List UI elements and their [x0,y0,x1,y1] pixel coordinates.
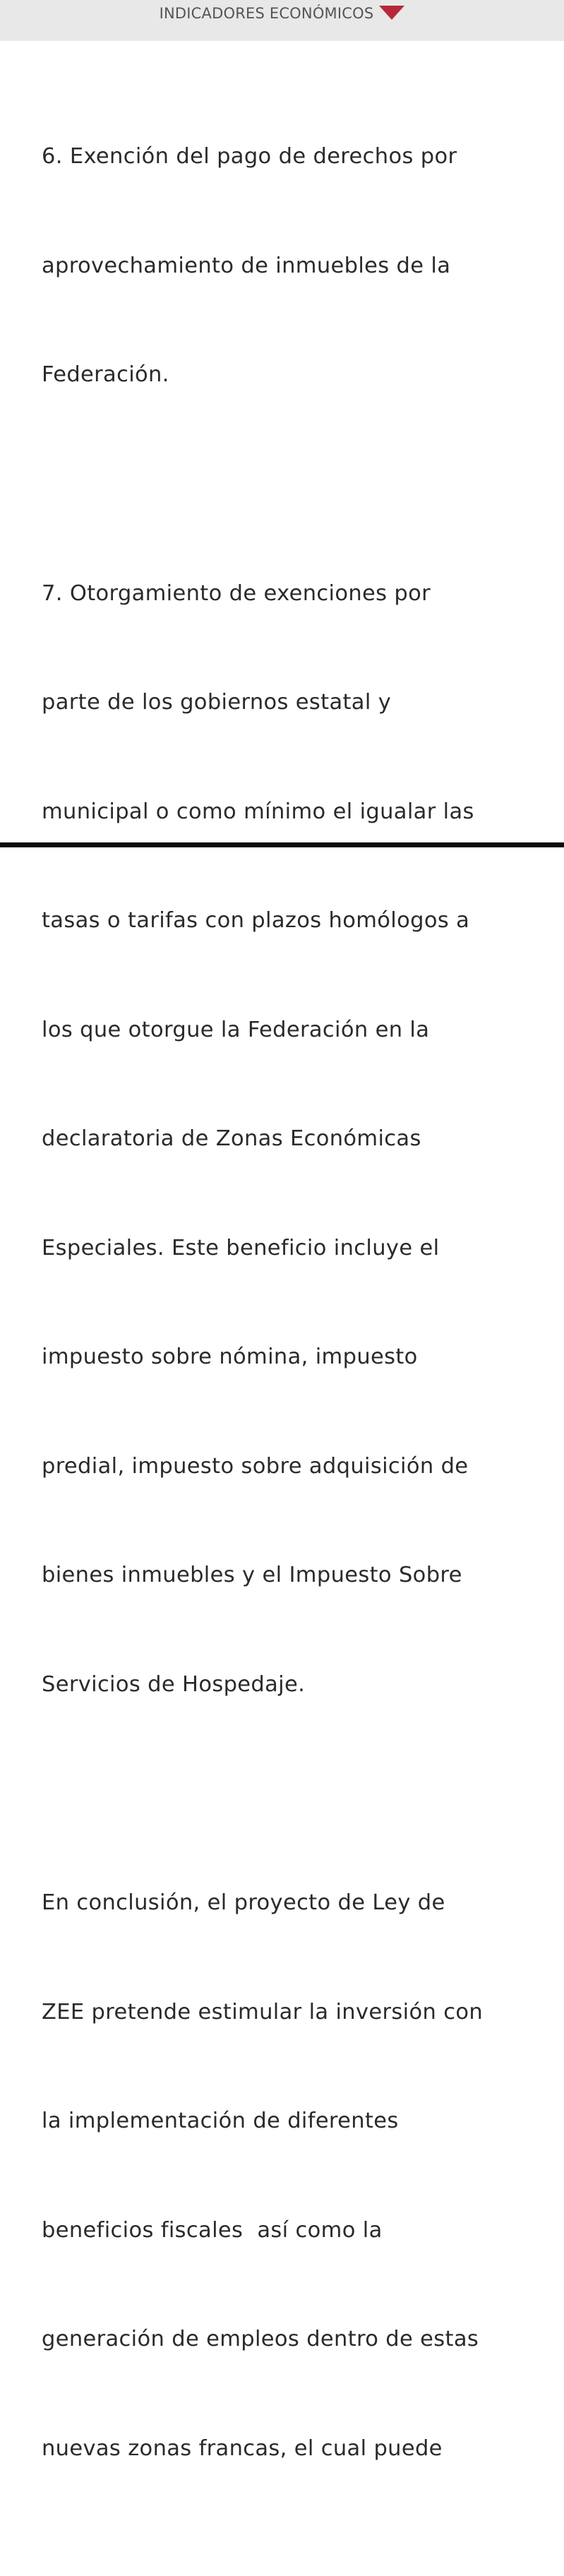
bottom-edge-bar [0,842,564,847]
text-line: generación de empleos dentro de estas [42,2327,479,2351]
text-line: bienes inmuebles y el Impuesto Sobre [42,1563,462,1587]
section-header[interactable] [0,0,564,41]
text-line: declaratoria de Zonas Económicas [42,1126,421,1151]
text-line: Federación. [42,362,169,387]
paragraph-item-6 [42,66,536,466]
text-line: 7. Otorgamiento de exenciones por [42,580,431,606]
section-header-inner[interactable] [0,0,564,27]
caret-down-icon[interactable] [379,6,404,20]
text-line: aprovechamiento de inmuebles de la [42,253,451,278]
text-line: nuevas zonas francas, el cual puede [42,2435,443,2461]
text-line: 6. Exención del pago de derechos por [42,144,457,169]
paragraph-item-7 [42,503,536,1776]
text-line: parte de los gobiernos estatal y [42,690,392,715]
text-line: tasas o tarifas con plazos homólogos a [42,908,470,933]
text-line: los que otorgue la Federación en la [42,1017,430,1042]
text-line: predial, impuesto sobre adquisición de [42,1453,469,1479]
article-body [42,66,536,2576]
text-line: En conclusión, el proyecto de Ley de [42,1890,445,1915]
text-line: municipal o como mínimo el igualar las [42,799,474,824]
text-line: beneficios fiscales así como la [42,2217,383,2243]
text-line: Especiales. Este beneficio incluye el [42,1235,440,1260]
text-line: Servicios de Hospedaje. [42,1671,306,1697]
section-title[interactable]: INDICADORES ECONÓMICOS [159,5,374,22]
text-line: impuesto sobre nómina, impuesto [42,1344,418,1369]
paragraph-conclusion [42,1812,536,2539]
text-line: ZEE pretende estimular la inversión con [42,1999,484,2025]
text-line: la implementación de diferentes [42,2109,399,2133]
